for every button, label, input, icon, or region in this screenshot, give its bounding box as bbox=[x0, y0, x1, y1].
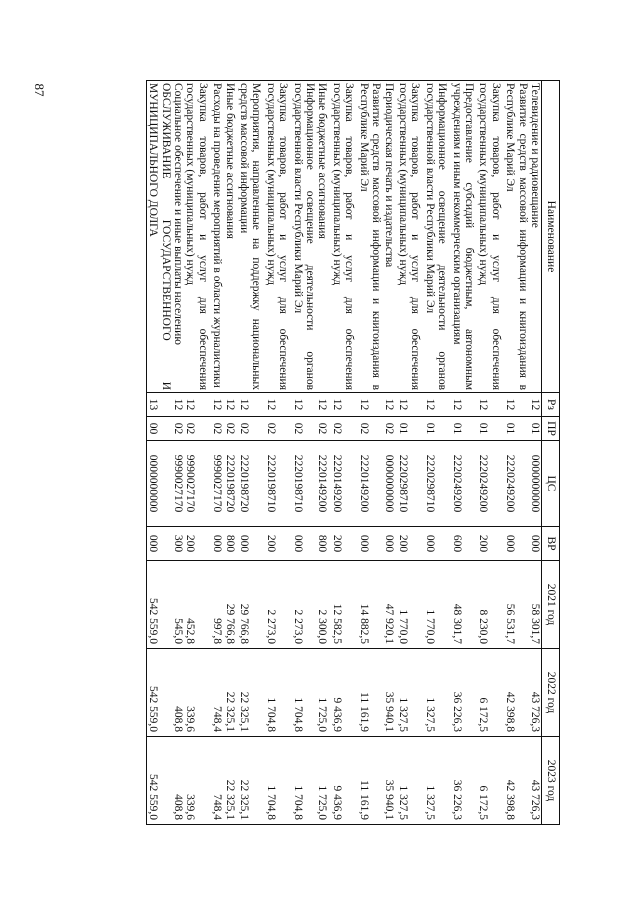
cell-y2021: 542 559,0 bbox=[146, 561, 171, 649]
cell-y2022: 339,6 bbox=[184, 649, 211, 737]
cell-y2023: 542 559,0 bbox=[146, 737, 171, 825]
cell-y2021: 2 273,0 bbox=[291, 561, 316, 649]
cell-pr: 01 bbox=[477, 417, 504, 441]
cell-y2022: 542 559,0 bbox=[146, 649, 171, 737]
budget-table bbox=[146, 80, 560, 825]
table-row bbox=[184, 81, 211, 825]
cell-cs: 0000000000 bbox=[529, 441, 542, 527]
cell-vr: 000 bbox=[211, 527, 223, 561]
cell-name: Закупка товаров, работ и услуг для обеспечения государственных (муниципальных) нужд bbox=[477, 81, 504, 393]
cell-cs: 2220298710 bbox=[423, 441, 450, 527]
cell-rz: 12 bbox=[529, 393, 542, 417]
cell-rz: 12 bbox=[264, 393, 291, 417]
cell-y2023: 43 726,3 bbox=[529, 737, 542, 825]
cell-y2021: 48 301,7 bbox=[450, 561, 477, 649]
cell-vr: 800 bbox=[223, 527, 237, 561]
cell-vr: 000 bbox=[382, 527, 396, 561]
cell-y2021: 14 882,5 bbox=[357, 561, 382, 649]
cell-pr: 01 bbox=[529, 417, 542, 441]
cell-vr: 200 bbox=[477, 527, 504, 561]
cell-y2023: 339,6 bbox=[184, 737, 211, 825]
table-row bbox=[223, 81, 237, 825]
cell-y2022: 1 327,5 bbox=[423, 649, 450, 737]
cell-name: Закупка товаров, работ и услуг для обеспечения государственных (муниципальных) нужд bbox=[397, 81, 424, 393]
cell-cs: 9990027170 bbox=[184, 441, 211, 527]
table-row bbox=[316, 81, 330, 825]
table-row bbox=[146, 81, 171, 825]
cell-vr: 000 bbox=[529, 527, 542, 561]
cell-pr: 01 bbox=[423, 417, 450, 441]
cell-name: Информационное освещение деятельности органов государственной власти Республики Марий Эл bbox=[423, 81, 450, 393]
cell-y2023: 1 704,8 bbox=[264, 737, 291, 825]
cell-y2023: 35 940,1 bbox=[382, 737, 396, 825]
cell-rz: 12 bbox=[184, 393, 211, 417]
cell-cs: 2220198720 bbox=[238, 441, 265, 527]
table-row bbox=[238, 81, 265, 825]
cell-rz: 12 bbox=[477, 393, 504, 417]
cell-vr: 200 bbox=[264, 527, 291, 561]
table-row bbox=[291, 81, 316, 825]
cell-y2022: 35 940,1 bbox=[382, 649, 396, 737]
cell-rz: 12 bbox=[450, 393, 477, 417]
cell-y2021: 1 770,0 bbox=[397, 561, 424, 649]
cell-pr: 02 bbox=[238, 417, 265, 441]
cell-cs: 2220149200 bbox=[316, 441, 330, 527]
cell-pr: 02 bbox=[316, 417, 330, 441]
cell-y2022: 22 325,1 bbox=[238, 649, 265, 737]
cell-y2023: 6 172,5 bbox=[477, 737, 504, 825]
cell-y2023: 36 226,3 bbox=[450, 737, 477, 825]
cell-y2023: 1 725,0 bbox=[316, 737, 330, 825]
cell-cs: 0000000000 bbox=[146, 441, 171, 527]
cell-vr: 800 bbox=[316, 527, 330, 561]
cell-cs: 2220249200 bbox=[504, 441, 529, 527]
cell-pr: 02 bbox=[184, 417, 211, 441]
table-row bbox=[331, 81, 358, 825]
cell-rz: 12 bbox=[504, 393, 529, 417]
cell-y2023: 9 436,9 bbox=[331, 737, 358, 825]
cell-name: Мероприятия, направленные на поддержку национальных средств массовой информации bbox=[238, 81, 265, 393]
cell-name: Закупка товаров, работ и услуг для обеспечения государственных (муниципальных) нужд bbox=[184, 81, 211, 393]
cell-y2023: 748,4 bbox=[211, 737, 223, 825]
cell-name: Периодическая печать и издательства bbox=[382, 81, 396, 393]
cell-name: Закупка товаров, работ и услуг для обеспечения государственных (муниципальных) нужд bbox=[331, 81, 358, 393]
cell-cs: 2220198710 bbox=[264, 441, 291, 527]
table-row bbox=[477, 81, 504, 825]
cell-vr: 300 bbox=[172, 527, 184, 561]
cell-cs: 2220149200 bbox=[357, 441, 382, 527]
header-2023: 2023 год bbox=[542, 737, 560, 825]
cell-rz: 12 bbox=[172, 393, 184, 417]
cell-vr: 000 bbox=[291, 527, 316, 561]
cell-vr: 200 bbox=[397, 527, 424, 561]
cell-y2023: 1 704,8 bbox=[291, 737, 316, 825]
cell-y2022: 22 325,1 bbox=[223, 649, 237, 737]
cell-y2022: 9 436,9 bbox=[331, 649, 358, 737]
table-row bbox=[264, 81, 291, 825]
cell-y2023: 1 327,5 bbox=[423, 737, 450, 825]
cell-cs: 9990027170 bbox=[211, 441, 223, 527]
cell-rz: 12 bbox=[291, 393, 316, 417]
cell-y2021: 8 230,0 bbox=[477, 561, 504, 649]
cell-rz: 12 bbox=[357, 393, 382, 417]
cell-name: Информационное освещение деятельности органов государственной власти Республики Марий Эл bbox=[291, 81, 316, 393]
cell-y2022: 11 161,9 bbox=[357, 649, 382, 737]
cell-pr: 02 bbox=[382, 417, 396, 441]
cell-name: Иные бюджетные ассигнования bbox=[223, 81, 237, 393]
table-body bbox=[146, 81, 541, 825]
header-pr: ПР bbox=[542, 417, 560, 441]
cell-y2021: 1 770,0 bbox=[423, 561, 450, 649]
cell-y2022: 408,8 bbox=[172, 649, 184, 737]
cell-pr: 02 bbox=[223, 417, 237, 441]
page-number: 87 bbox=[32, 83, 47, 97]
cell-vr: 000 bbox=[423, 527, 450, 561]
cell-vr: 000 bbox=[146, 527, 171, 561]
cell-y2021: 12 582,5 bbox=[331, 561, 358, 649]
table-row bbox=[529, 81, 542, 825]
table-row bbox=[382, 81, 396, 825]
cell-y2022: 1 725,0 bbox=[316, 649, 330, 737]
cell-rz: 12 bbox=[223, 393, 237, 417]
header-2022: 2022 год bbox=[542, 649, 560, 737]
cell-pr: 02 bbox=[211, 417, 223, 441]
cell-y2021: 47 920,1 bbox=[382, 561, 396, 649]
header-2021: 2021 год bbox=[542, 561, 560, 649]
cell-cs: 9990027170 bbox=[172, 441, 184, 527]
cell-vr: 200 bbox=[331, 527, 358, 561]
table-row bbox=[172, 81, 184, 825]
cell-y2021: 452,8 bbox=[184, 561, 211, 649]
cell-vr: 000 bbox=[238, 527, 265, 561]
cell-y2023: 1 327,5 bbox=[397, 737, 424, 825]
cell-cs: 2220249200 bbox=[477, 441, 504, 527]
cell-name: Развитие средств массовой информации и книгоиздания в Республике Марий Эл bbox=[504, 81, 529, 393]
cell-y2022: 1 704,8 bbox=[291, 649, 316, 737]
cell-pr: 02 bbox=[172, 417, 184, 441]
cell-y2021: 29 766,8 bbox=[223, 561, 237, 649]
cell-y2023: 408,8 bbox=[172, 737, 184, 825]
cell-rz: 12 bbox=[211, 393, 223, 417]
cell-rz: 12 bbox=[238, 393, 265, 417]
cell-name: Телевидение и радиовещание bbox=[529, 81, 542, 393]
cell-rz: 12 bbox=[316, 393, 330, 417]
cell-rz: 13 bbox=[146, 393, 171, 417]
budget-table-rotated-container bbox=[100, 80, 560, 824]
cell-y2022: 1 327,5 bbox=[397, 649, 424, 737]
cell-pr: 01 bbox=[397, 417, 424, 441]
cell-cs: 2220198710 bbox=[291, 441, 316, 527]
cell-vr: 600 bbox=[450, 527, 477, 561]
table-row bbox=[450, 81, 477, 825]
cell-y2023: 22 325,1 bbox=[238, 737, 265, 825]
cell-name: ОБСЛУЖИВАНИЕ ГОСУДАРСТВЕННОГО И МУНИЦИПАЛЬНОГО ДОЛГА bbox=[146, 81, 171, 393]
cell-y2021: 29 766,8 bbox=[238, 561, 265, 649]
cell-y2023: 42 398,8 bbox=[504, 737, 529, 825]
cell-pr: 02 bbox=[264, 417, 291, 441]
table-row bbox=[211, 81, 223, 825]
table-row bbox=[357, 81, 382, 825]
cell-rz: 12 bbox=[331, 393, 358, 417]
cell-rz: 12 bbox=[423, 393, 450, 417]
cell-y2023: 22 325,1 bbox=[223, 737, 237, 825]
header-name: Наименование bbox=[542, 81, 560, 393]
header-cs: ЦС bbox=[542, 441, 560, 527]
table-row bbox=[504, 81, 529, 825]
cell-y2022: 748,4 bbox=[211, 649, 223, 737]
cell-vr: 000 bbox=[357, 527, 382, 561]
cell-pr: 00 bbox=[146, 417, 171, 441]
cell-cs: 2220149200 bbox=[331, 441, 358, 527]
cell-y2022: 6 172,5 bbox=[477, 649, 504, 737]
header-rz: Рз bbox=[542, 393, 560, 417]
cell-y2022: 42 398,8 bbox=[504, 649, 529, 737]
cell-y2021: 56 531,7 bbox=[504, 561, 529, 649]
cell-vr: 000 bbox=[504, 527, 529, 561]
cell-y2022: 36 226,3 bbox=[450, 649, 477, 737]
header-vr: ВР bbox=[542, 527, 560, 561]
table-row bbox=[397, 81, 424, 825]
cell-y2021: 997,8 bbox=[211, 561, 223, 649]
cell-pr: 01 bbox=[504, 417, 529, 441]
cell-y2021: 545,0 bbox=[172, 561, 184, 649]
cell-name: Расходы на проведение мероприятий в области журналистики bbox=[211, 81, 223, 393]
cell-cs: 2220298710 bbox=[397, 441, 424, 527]
cell-name: Иные бюджетные ассигнования bbox=[316, 81, 330, 393]
cell-name: Развитие средств массовой информации и книгоиздания в Республике Марий Эл bbox=[357, 81, 382, 393]
cell-vr: 200 bbox=[184, 527, 211, 561]
cell-pr: 02 bbox=[331, 417, 358, 441]
cell-cs: 2220249200 bbox=[450, 441, 477, 527]
cell-y2022: 43 726,3 bbox=[529, 649, 542, 737]
cell-pr: 01 bbox=[450, 417, 477, 441]
table-row bbox=[423, 81, 450, 825]
cell-name: Закупка товаров, работ и услуг для обеспечения государственных (муниципальных) нужд bbox=[264, 81, 291, 393]
cell-y2021: 2 300,0 bbox=[316, 561, 330, 649]
cell-y2021: 2 273,0 bbox=[264, 561, 291, 649]
cell-y2022: 1 704,8 bbox=[264, 649, 291, 737]
cell-name: Предоставление субсидий бюджетным, автономным учреждениям и иным некоммерческим организациям bbox=[450, 81, 477, 393]
cell-y2021: 58 301,7 bbox=[529, 561, 542, 649]
cell-cs: 0000000000 bbox=[382, 441, 396, 527]
cell-pr: 02 bbox=[357, 417, 382, 441]
cell-pr: 02 bbox=[291, 417, 316, 441]
cell-rz: 12 bbox=[397, 393, 424, 417]
cell-cs: 2220198720 bbox=[223, 441, 237, 527]
cell-name: Социальное обеспечение и иные выплаты населению bbox=[172, 81, 184, 393]
table-header-row bbox=[542, 81, 560, 825]
cell-y2023: 11 161,9 bbox=[357, 737, 382, 825]
cell-rz: 12 bbox=[382, 393, 396, 417]
